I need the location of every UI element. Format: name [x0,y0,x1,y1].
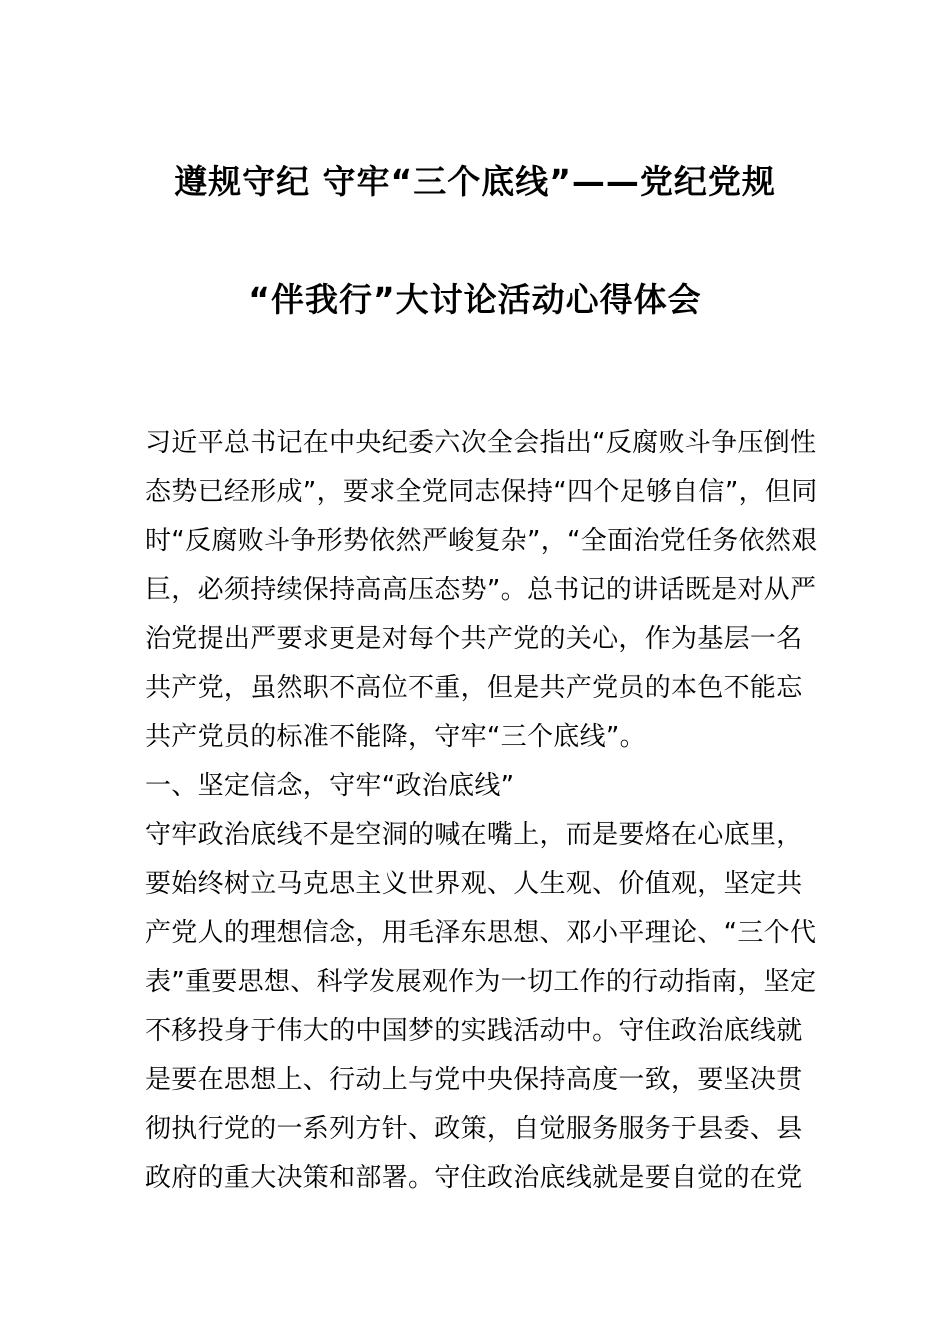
paragraph-line: 治党提出严要求更是对每个共产党的关心，作为基层一名 [145,624,803,654]
document-title-line-1: 遵规守纪 守牢“三个底线”——党纪党规 [174,162,776,201]
paragraph-line: 产党人的理想信念，用毛泽东思想、邓小平理论、“三个代 [145,918,817,948]
paragraph-line: 时“反腐败斗争形势依然严峻复杂”，“全面治党任务依然艰 [145,526,818,556]
paragraph-line: 守牢政治底线不是空洞的喊在嘴上，而是要烙在心底里， [145,820,803,850]
paragraph-line: 是要在思想上、行动上与党中央保持高度一致，要坚决贯 [145,1065,803,1095]
paragraph-line: 不移投身于伟大的中国梦的实践活动中。守住政治底线就 [145,1016,803,1046]
paragraph-line: 共产党，虽然职不高位不重，但是共产党员的本色不能忘 [145,673,803,703]
paragraph-line: 表”重要思想、科学发展观作为一切工作的行动指南，坚定 [145,967,817,997]
section-heading: 一、坚定信念，守牢“政治底线” [145,771,515,801]
document-body [145,419,818,1203]
paragraph-line: 巨，必须持续保持高高压态势”。总书记的讲话既是对从严 [145,575,817,605]
paragraph-line: 政府的重大决策和部署。守住政治底线就是要自觉的在党 [145,1163,803,1193]
paragraph-line: 要始终树立马克思主义世界观、人生观、价值观，坚定共 [145,869,803,899]
paragraph-line: 共产党员的标准不能降，守牢“三个底线”。 [145,722,646,752]
paragraph-line: 态势已经形成”，要求全党同志保持“四个足够自信”，但同 [145,477,818,507]
document-title-line-2: “伴我行”大讨论活动心得体会 [248,280,702,319]
paragraph-line: 彻执行党的一系列方针、政策，自觉服务服务于县委、县 [145,1114,803,1144]
paragraph-line: 习近平总书记在中央纪委六次全会指出“反腐败斗争压倒性 [145,428,817,458]
